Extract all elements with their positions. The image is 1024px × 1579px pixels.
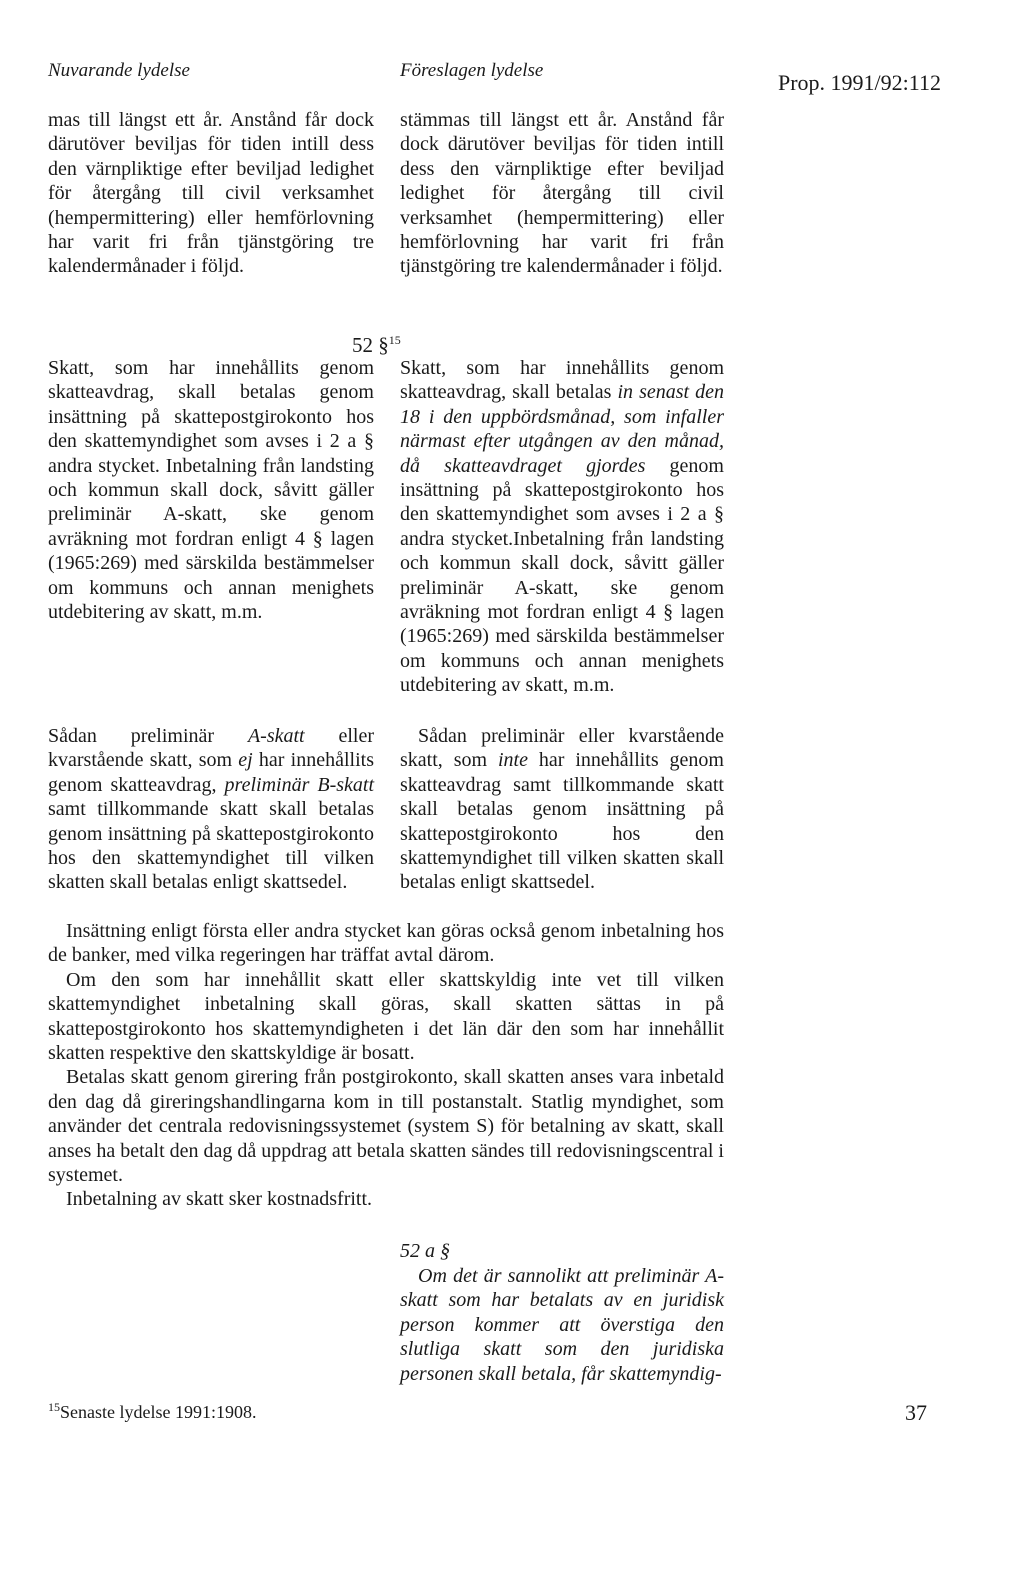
proposed-52-p1-plain: Skatt, som har innehållits genom skatteavdrag, skall betalas	[400, 357, 724, 404]
footnote-text: Senaste lydelse 1991:1908.	[60, 1402, 257, 1422]
current-52-paragraph1: Skatt, som har innehållits genom skatteavdrag, skall betalas genom insättning på skattepostgirokonto hos den skattemyndighet som avses i 2 a § andra stycket. Inbetalning från landsting och kommun skall dock, såvitt gäller preliminär A-skatt, ske genom avräkning mot fordran enligt 4 § lagen (1965:269) med särskilda bestämmelser om kommuns och annan menighets utdebitering av skatt, m.m.	[48, 357, 374, 624]
proposed-block1: stämmas till längst ett år. Anstånd får dock därutöver beviljas för tiden intill dess den värnpliktige efter beviljad ledighet för återgång till civil verksamhet (hempermittering) eller hemförlovning har varit fri från tjänstgöring tre kalendermånader i följd.	[400, 109, 724, 278]
section-52a-heading: 52 a §	[400, 1240, 450, 1262]
footnote-number: 15	[48, 1400, 60, 1414]
current-52-p2-f: preliminär B-skatt	[224, 773, 375, 796]
current-52-p2-a: Sådan preliminär	[48, 725, 248, 747]
current-52-p2-b: A-skatt	[247, 725, 305, 747]
current-52-p2-e: har innehållits genom skatteavdrag,	[48, 749, 375, 796]
current-52-p2-d: ej	[238, 749, 253, 772]
common-text	[48, 919, 724, 1212]
proposed-52-p2-c: har innehållits genom skatteavdrag samt tillkommande skatt skall betalas genom insättning på skattepostgirokonto hos den skattemyndighet till vilken skatten skall betalas enligt skattsedel.	[400, 749, 724, 894]
common-paragraph: Insättning enligt första eller andra stycket kan göras också genom inbetalning hos de banker, med vilka regeringen har träffat avtal därom.	[48, 920, 724, 967]
proposed-52-p2-a: Sådan preliminär eller kvarstående skatt, som	[400, 725, 724, 772]
page-number: 37	[905, 1400, 927, 1425]
proposed-wording-label: Föreslagen lydelse	[400, 60, 544, 81]
proposed-52-paragraph2	[400, 724, 724, 895]
current-52-p2-c: eller kvarstående skatt, som	[48, 725, 374, 772]
proposition-number: Prop. 1991/92:112	[778, 70, 941, 95]
proposed-52-p1-rest: genom insättning på skattepostgirokonto hos den skattemyndighet som avses i 2 a § andra stycket.Inbetalning från landsting och kommun skall dock, såvitt gäller preliminär A-skatt, ske genom avräkning mot fordran enligt 4 § lagen (1965:269) med särskilda bestämmelser om kommuns och annan menighets utdebitering av skatt, m.m.	[400, 454, 724, 697]
common-paragraph: Betalas skatt genom girering från postgirokonto, skall skatten anses vara inbetald den dag då gireringshandlingarna kom in till postanstalt. Statlig myndighet, som använder det centrala redovisningssystemet (system S) för betalning av skatt, skall anses ha betalt den dag då uppdrag att betala skatten sändes till redovisningscentral i systemet.	[48, 1066, 724, 1187]
proposed-52a-text: Om det är sannolikt att preliminär A-skatt som har betalats av en juridisk person kommer att överstiga den slutliga skatt som den juridiska personen skall betala, får skattemyndig-	[400, 1265, 724, 1385]
section-52-heading	[352, 333, 401, 358]
proposed-52-p2-b: inte	[497, 749, 528, 772]
current-52-p2-g: samt tillkommande skatt skall betalas genom insättning på skattepostgirokonto hos den skattemyndighet till vilken skatten skall betalas enligt skattsedel.	[48, 798, 374, 894]
current-52-paragraph2	[48, 724, 374, 895]
common-paragraph: Inbetalning av skatt sker kostnadsfritt.	[66, 1188, 373, 1211]
proposed-52-p1-italic: in senast den 18 i den uppbördsmånad, som infaller närmast efter utgången av den månad, då skatteavdraget gjordes	[400, 381, 724, 477]
current-block1: mas till längst ett år. Anstånd får dock därutöver beviljas för tiden intill dess den värnpliktige efter beviljad ledighet för återgång till civil verksamhet (hempermittering) eller hemförlovning har varit fri från tjänstgöring tre kalendermånader i följd.	[48, 109, 374, 278]
footnote	[48, 1402, 256, 1423]
footnote-ref: 15	[388, 333, 401, 347]
current-wording-label: Nuvarande lydelse	[48, 60, 190, 81]
common-paragraph: Om den som har innehållit skatt eller skattskyldig inte vet till vilken skattemyndighet inbetalning skall göras, skall skatten sättas in på skattepostgirokonto hos skattemyndigheten i det län där den som har innehållit skatten respektive den skattskyldige är bosatt.	[48, 968, 724, 1065]
section-52-heading-text: 52 §	[352, 333, 389, 357]
proposed-52-paragraph1	[400, 356, 724, 698]
